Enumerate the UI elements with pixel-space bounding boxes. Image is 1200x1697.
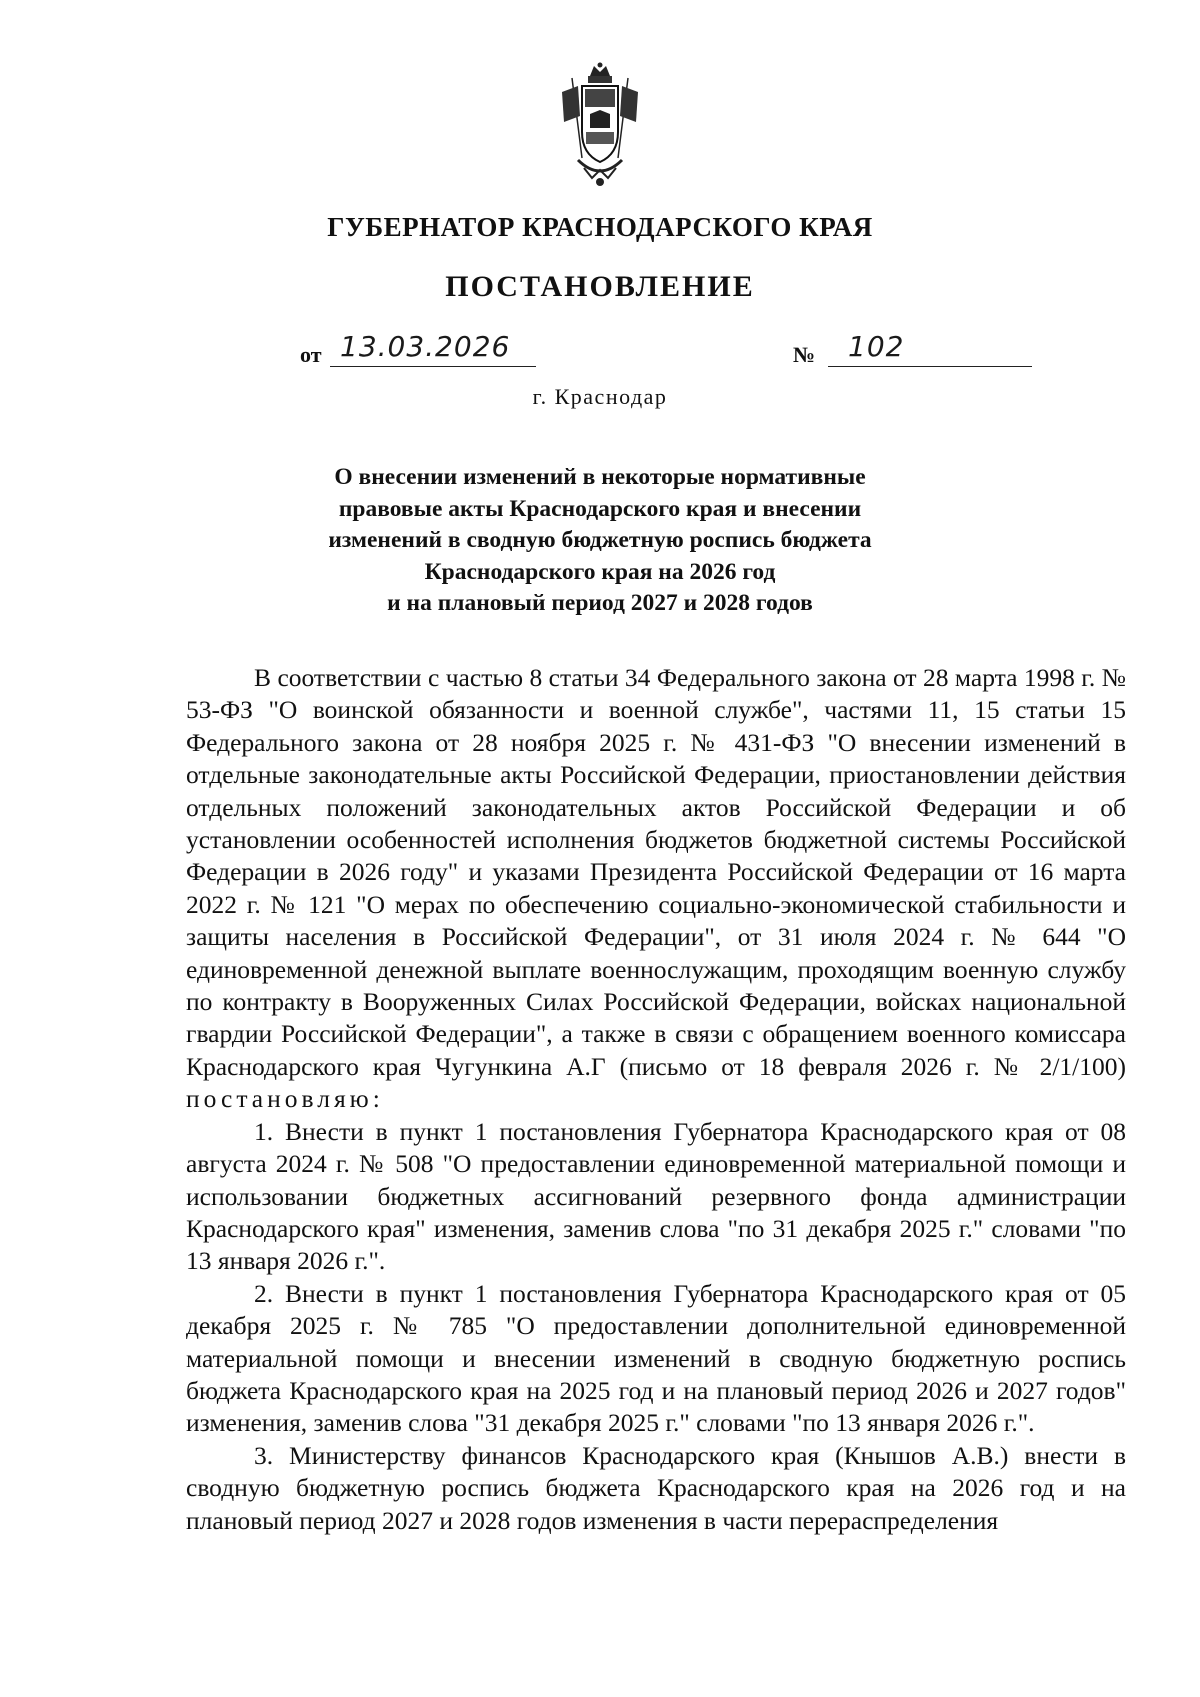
document-type: ПОСТАНОВЛЕНИЕ [445,270,755,303]
item-2-paragraph: 2. Внести в пункт 1 постановления Губернатора Краснодарского края от 05 декабря 2025 г. № 785 "О предоставлении дополнительной единовременной материальной помощи и внесении изменений в сводную бюджетную роспись бюджета Краснодарского края на 2025 год и на плановый период 2026 и 2027 годов" изменения, заменив слова "31 декабря 2025 г." словами "по 13 января 2026 г.". [186,1278,1126,1438]
issuing-authority: ГУБЕРНАТОР КРАСНОДАРСКОГО КРАЯ [327,212,873,242]
number-label: № [793,342,816,367]
date-label: от [300,342,322,367]
krasnodar-coat-of-arms-icon [552,62,648,190]
document-title [200,462,1000,620]
title-line: О внесении изменений в некоторые нормативные [334,464,866,490]
title-line: изменений в сводную бюджетную роспись бюджета [328,527,872,553]
title-line: и на плановый период 2027 и 2028 годов [387,590,813,616]
preamble-paragraph [186,662,1126,1116]
item-1-paragraph: 1. Внести в пункт 1 постановления Губернатора Краснодарского края от 08 августа 2024 г. № 508 "О предоставлении единовременной материальной помощи и использовании бюджетных ассигнований резервного фонда администрации Краснодарского края" изменения, заменив слова "по 31 декабря 2025 г." словами "по 13 января 2026 г.". [186,1116,1126,1276]
number-underline [828,366,1032,367]
decree-word: постановляю: [186,1084,384,1114]
item-3-paragraph: 3. Министерству финансов Краснодарского края (Кнышов А.В.) внести в сводную бюджетную роспись бюджета Краснодарского края на 2026 год и на плановый период 2027 и 2028 годов изменения в части перераспределения [186,1440,1126,1535]
place-of-issue: г. Краснодар [532,384,668,409]
title-line: правовые акты Краснодарского края и внесении [338,495,862,522]
date-value: 13.03.2026 [340,330,511,363]
title-line: Краснодарского края на 2026 год [424,558,776,585]
preamble-text: В соответствии с частью 8 статьи 34 Федерального закона от 28 марта 1998 г. № 53-ФЗ "О воинской обязанности и военной службе", частями 11, 15 статьи 15 Федерального закона от 28 ноября 2025 г. № 431-ФЗ "О внесении изменений в отдельные законодательные акты Российской Федерации, приостановлении действия отдельных положений законодательных актов Российской Федерации и об установлении особенностей исполнения бюджетов бюджетной системы Российской Федерации в 2026 году" и указами Президента Российской Федерации от 16 марта 2022 г. № 121 "О мерах по обеспечению социально-экономической стабильности и защиты населения в Российской Федерации", от 31 июля 2024 г. № 644 "О единовременной денежной выплате военнослужащим, проходящим военную службу по контракту в Вооруженных Силах Российской Федерации, войсках национальной гвардии Российской Федерации", а также в связи с обращением военного комиссара Краснодарского края Чугункина А.Г (письмо от 18 февраля 2026 г. № 2/1/100) [186,663,1126,1081]
document-body [186,662,1126,1537]
document-number: 102 [848,330,905,363]
date-underline [330,366,536,367]
